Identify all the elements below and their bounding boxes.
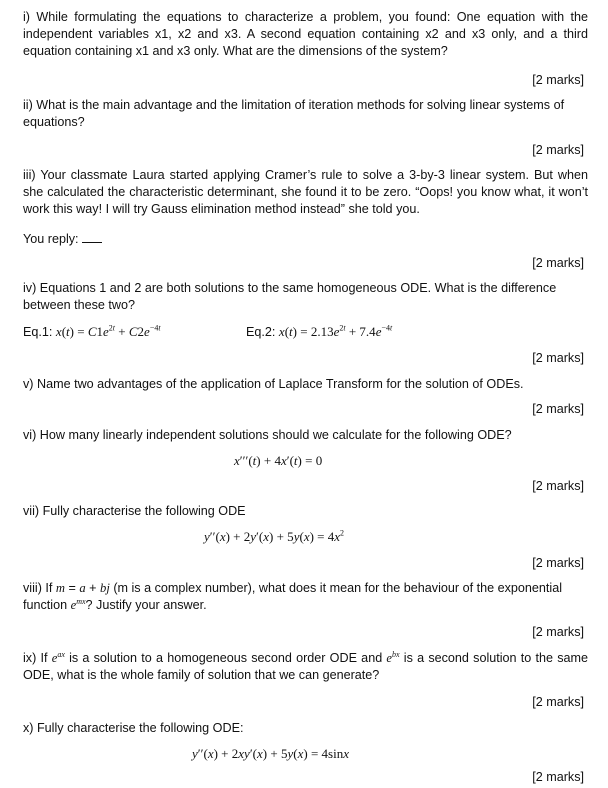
reply-blank xyxy=(82,242,102,243)
question-ix: ix) If $e^{ax}$ is a solution to a homogeneous second order ODE and $e^{bx}$ is a second solution to the same ODE, what is the whole family of solution that we can generate? xyxy=(23,649,589,682)
question-vii-marks: [2 marks] xyxy=(532,556,584,570)
question-x: x) Fully characterise the following ODE: xyxy=(23,721,244,735)
question-x-equation: y′′(x) + 2xy′(x) + 5y(x) = 4sinx xyxy=(192,746,349,761)
eq1-math: $x(t) = C1e^{2t} + C2e^{-4t}$ xyxy=(55,323,161,339)
question-ii-marks: [2 marks] xyxy=(532,143,584,157)
question-ix-marks: [2 marks] xyxy=(532,695,584,709)
question-ii: ii) What is the main advantage and the limitation of iteration methods for solving linear systems of equations? xyxy=(23,98,565,129)
question-iii-reply xyxy=(23,231,588,248)
question-iv: iv) Equations 1 and 2 are both solutions to the same homogeneous ODE. What is the difference between these two? xyxy=(23,281,557,312)
question-iii: iii) Your classmate Laura started applying Cramer’s rule to solve a 3-by-3 linear system. But when she calculated the characteristic determinant, she found it to be zero. “Oops! you know what, it won’t work this way! I will try Gauss elimination method instead” she told you. xyxy=(23,168,588,216)
question-x-marks: [2 marks] xyxy=(532,770,584,784)
question-vii-equation: $y''(x) + 2y'(x) + 5y(x) = 4x^2$ xyxy=(204,528,345,544)
question-vi: vi) How many linearly independent solutions should we calculate for the following ODE? xyxy=(23,428,512,442)
question-v-marks: [2 marks] xyxy=(532,402,584,416)
question-i-marks: [2 marks] xyxy=(532,73,584,87)
question-iii-marks: [2 marks] xyxy=(532,256,584,270)
question-vii: vii) Fully characterise the following ODE xyxy=(23,504,246,518)
question-iv-eq2 xyxy=(246,323,392,341)
question-viii: viii) If m = a + bj (m is a complex number), what does it mean for the behaviour of the exponential function $e^{mx}$? Justify your answer. xyxy=(23,581,563,612)
eq2-math: $x(t) = 2.13e^{2t} + 7.4e^{-4t}$ xyxy=(278,323,393,339)
question-viii-marks: [2 marks] xyxy=(532,625,584,639)
eq2-label: Eq.2: xyxy=(246,325,276,339)
reply-label: You reply: xyxy=(23,232,79,246)
question-vi-marks: [2 marks] xyxy=(532,479,584,493)
question-iv-marks: [2 marks] xyxy=(532,351,584,365)
question-v: v) Name two advantages of the application of Laplace Transform for the solution of ODEs. xyxy=(23,377,524,391)
eq1-label: Eq.1: xyxy=(23,325,53,339)
question-iv-eq1 xyxy=(23,323,161,341)
question-i: i) While formulating the equations to characterize a problem, you found: One equation with the independent variables x1, x2 and x3. A second equation containing x2 and x3 only, and a third equation containing x1 and x3 only. What are the dimensions of the system? xyxy=(23,10,588,58)
question-vi-equation: x′′′(t) + 4x′(t) = 0 xyxy=(234,453,323,468)
